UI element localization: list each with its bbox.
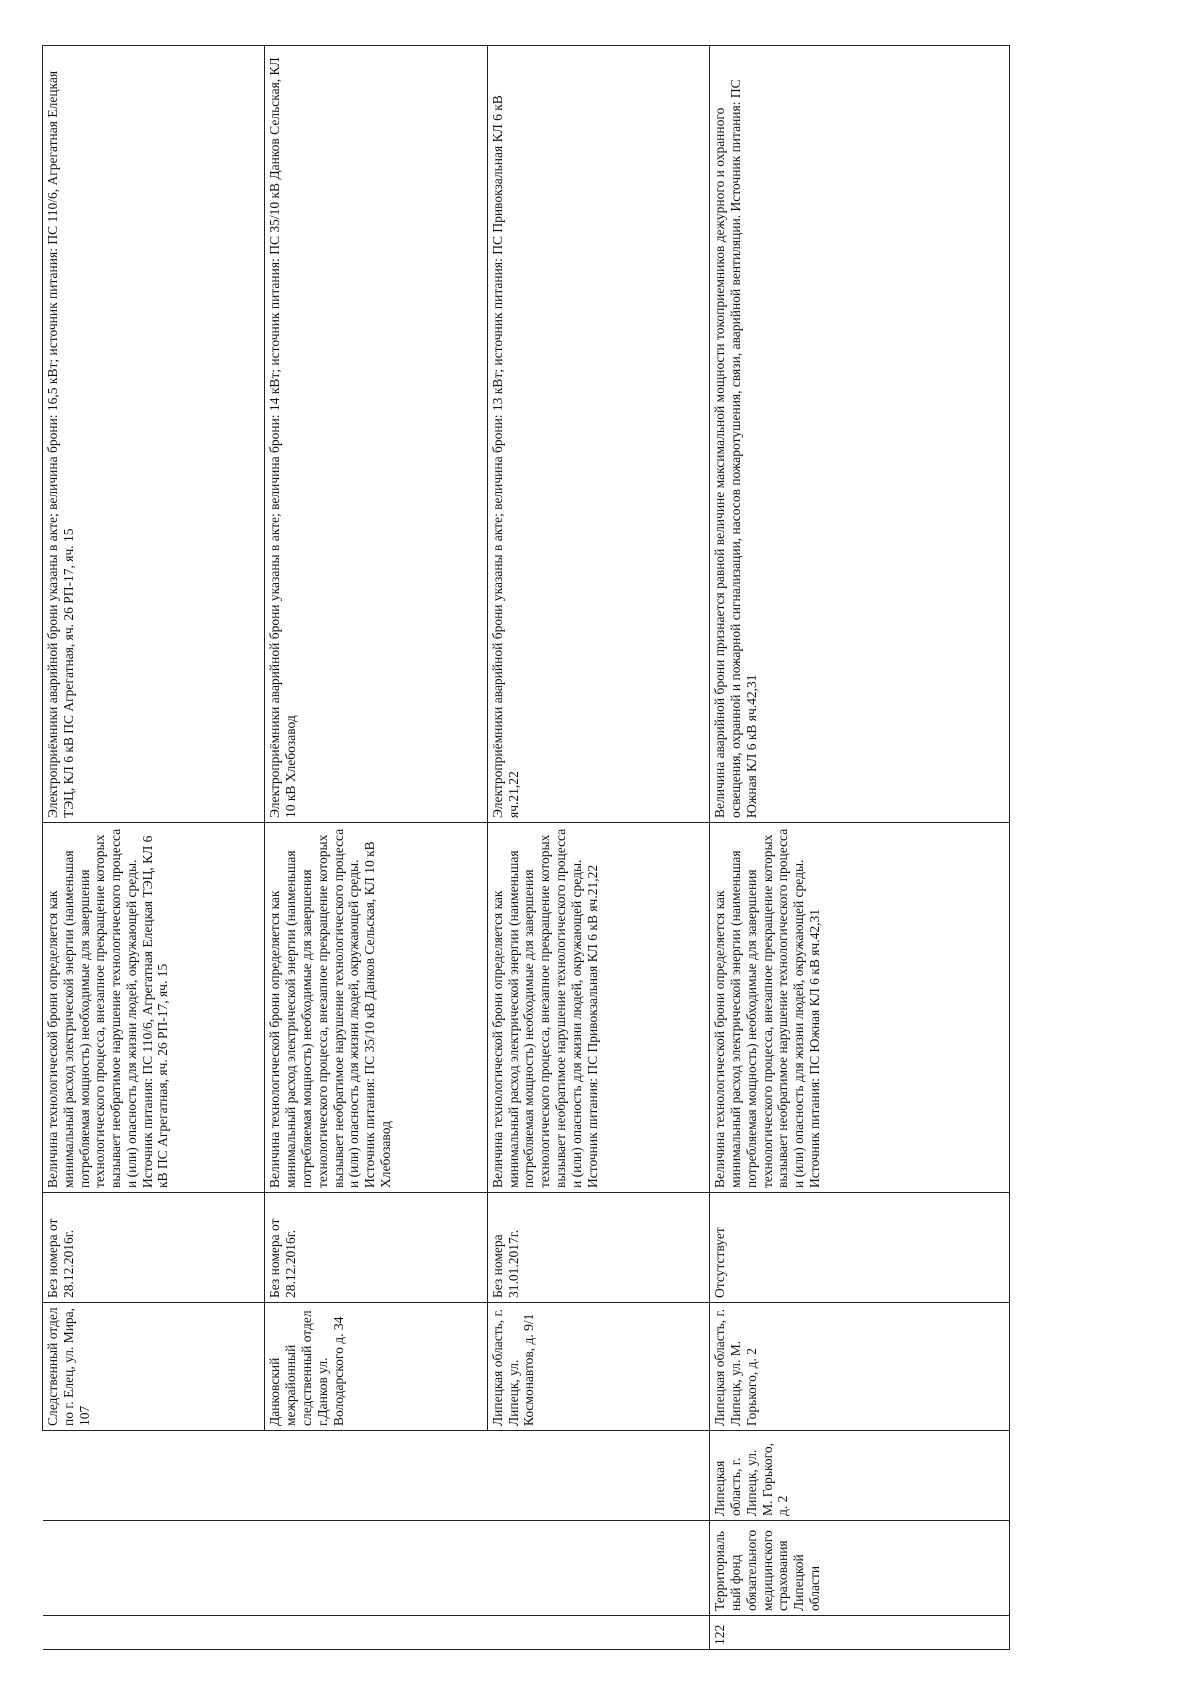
cell-act: Отсутствует: [710, 1193, 1010, 1303]
cell-address: [265, 1431, 487, 1521]
cell-num: 122: [710, 1616, 1010, 1650]
cell-name: [265, 1521, 487, 1616]
cell-object: Следственный отдел по г. Елец, ул. Мира, 107: [43, 1303, 265, 1431]
cell-num: [487, 1616, 709, 1650]
table-row: [487, 46, 709, 1650]
table-row: [43, 46, 265, 1650]
cell-tech-reserve: Величина технологической брони определяется как минимальный расход электрической энергии (наименьшая потребляемая мощность) необходимые для завершения технологического процесса, внезапное прекращение которых вызывает необратимое нарушение технологического процесса и (или) опасность для жизни людей, окружающей среды. Источник питания: ПС 35/10 кВ Данков Сельская, КЛ 10 кВ Хлебозавод: [265, 823, 487, 1193]
cell-object: Данковский межрайонный следственный отдел г.Данков ул. Володарского д. 34: [265, 1303, 487, 1431]
cell-tech-reserve: Величина технологической брони определяется как минимальный расход электрической энергии (наименьшая потребляемая мощность) необходимые для завершения технологического процесса, внезапное прекращение которых вызывает необратимое нарушение технологического процесса и (или) опасность для жизни людей, окружающей среды. Источник питания: ПС Привокзальная КЛ 6 кВ яч.21,22: [487, 823, 709, 1193]
cell-num: [265, 1616, 487, 1650]
cell-tech-reserve: Величина технологической брони определяется как минимальный расход электрической энергии (наименьшая потребляемая мощность) необходимые для завершения технологического процесса, внезапное прекращение которых вызывает необратимое нарушение технологического процесса и (или) опасность для жизни людей, окружающей среды. Источник питания: ПС Южная КЛ 6 кВ яч.42,31: [710, 823, 1010, 1193]
cell-address: Липецкая область, г. Липецк, ул. М. Горького, д. 2: [710, 1431, 1010, 1521]
cell-emergency-reserve: Величина аварийной брони признается равной величине максимальной мощности токоприемников дежурного и охранного освещения, охранной и пожарной сигнализации, насосов пожаротушения, связи, аварийной вентиляции. Источник питания: ПС Южная КЛ 6 кВ яч.42,31: [710, 46, 1010, 823]
cell-emergency-reserve: Электроприёмники аварийной брони указаны в акте; величина брони: 14 кВт; источник питания: ПС 35/10 кВ Данков Сельская, КЛ 10 кВ Хлебозавод: [265, 46, 487, 823]
cell-tech-reserve: Величина технологической брони определяется как минимальный расход электрической энергии (наименьшая потребляемая мощность) необходимые для завершения технологического процесса, внезапное прекращение которых вызывает необратимое нарушение технологического процесса и (или) опасность для жизни людей, окружающей среды. Источник питания: ПС 110/6, Агрегатная Елецкая ТЭЦ, КЛ 6 кВ ПС Агрегатная, яч. 26 РП-17, яч. 15: [43, 823, 265, 1193]
cell-name: [43, 1521, 265, 1616]
cell-name: Территориальный фонд обязательного медицинского страхования Липецкой области: [710, 1521, 1010, 1616]
cell-address: [487, 1431, 709, 1521]
cell-name: [487, 1521, 709, 1616]
cell-emergency-reserve: Электроприёмники аварийной брони указаны в акте; величина брони: 13 кВт; источник питания: ПС Привокзальная КЛ 6 кВ яч.21,22: [487, 46, 709, 823]
cell-act: Без номера от 28.12.2016г.: [265, 1193, 487, 1303]
cell-act: Без номера от 28.12.2016г.: [43, 1193, 265, 1303]
power-reserve-table: [42, 45, 1010, 1650]
table-row: [710, 46, 1010, 1650]
cell-emergency-reserve: Электроприёмники аварийной брони указаны в акте; величина брони: 16,5 кВт; источник питания: ПС 110/6, Агрегатная Елецкая ТЭЦ, КЛ 6 кВ ПС Агрегатная, яч. 26 РП-17, яч. 15: [43, 46, 265, 823]
cell-act: Без номера 31.01.2017г.: [487, 1193, 709, 1303]
cell-object: Липецкая область, г. Липецк, ул. Космонавтов, д. 9/1: [487, 1303, 709, 1431]
cell-num: [43, 1616, 265, 1650]
cell-address: [43, 1431, 265, 1521]
cell-object: Липецкая область, г. Липецк, ул. М. Горького, д. 2: [710, 1303, 1010, 1431]
table-row: [265, 46, 487, 1650]
rotated-table-sheet: [42, 45, 1010, 1650]
